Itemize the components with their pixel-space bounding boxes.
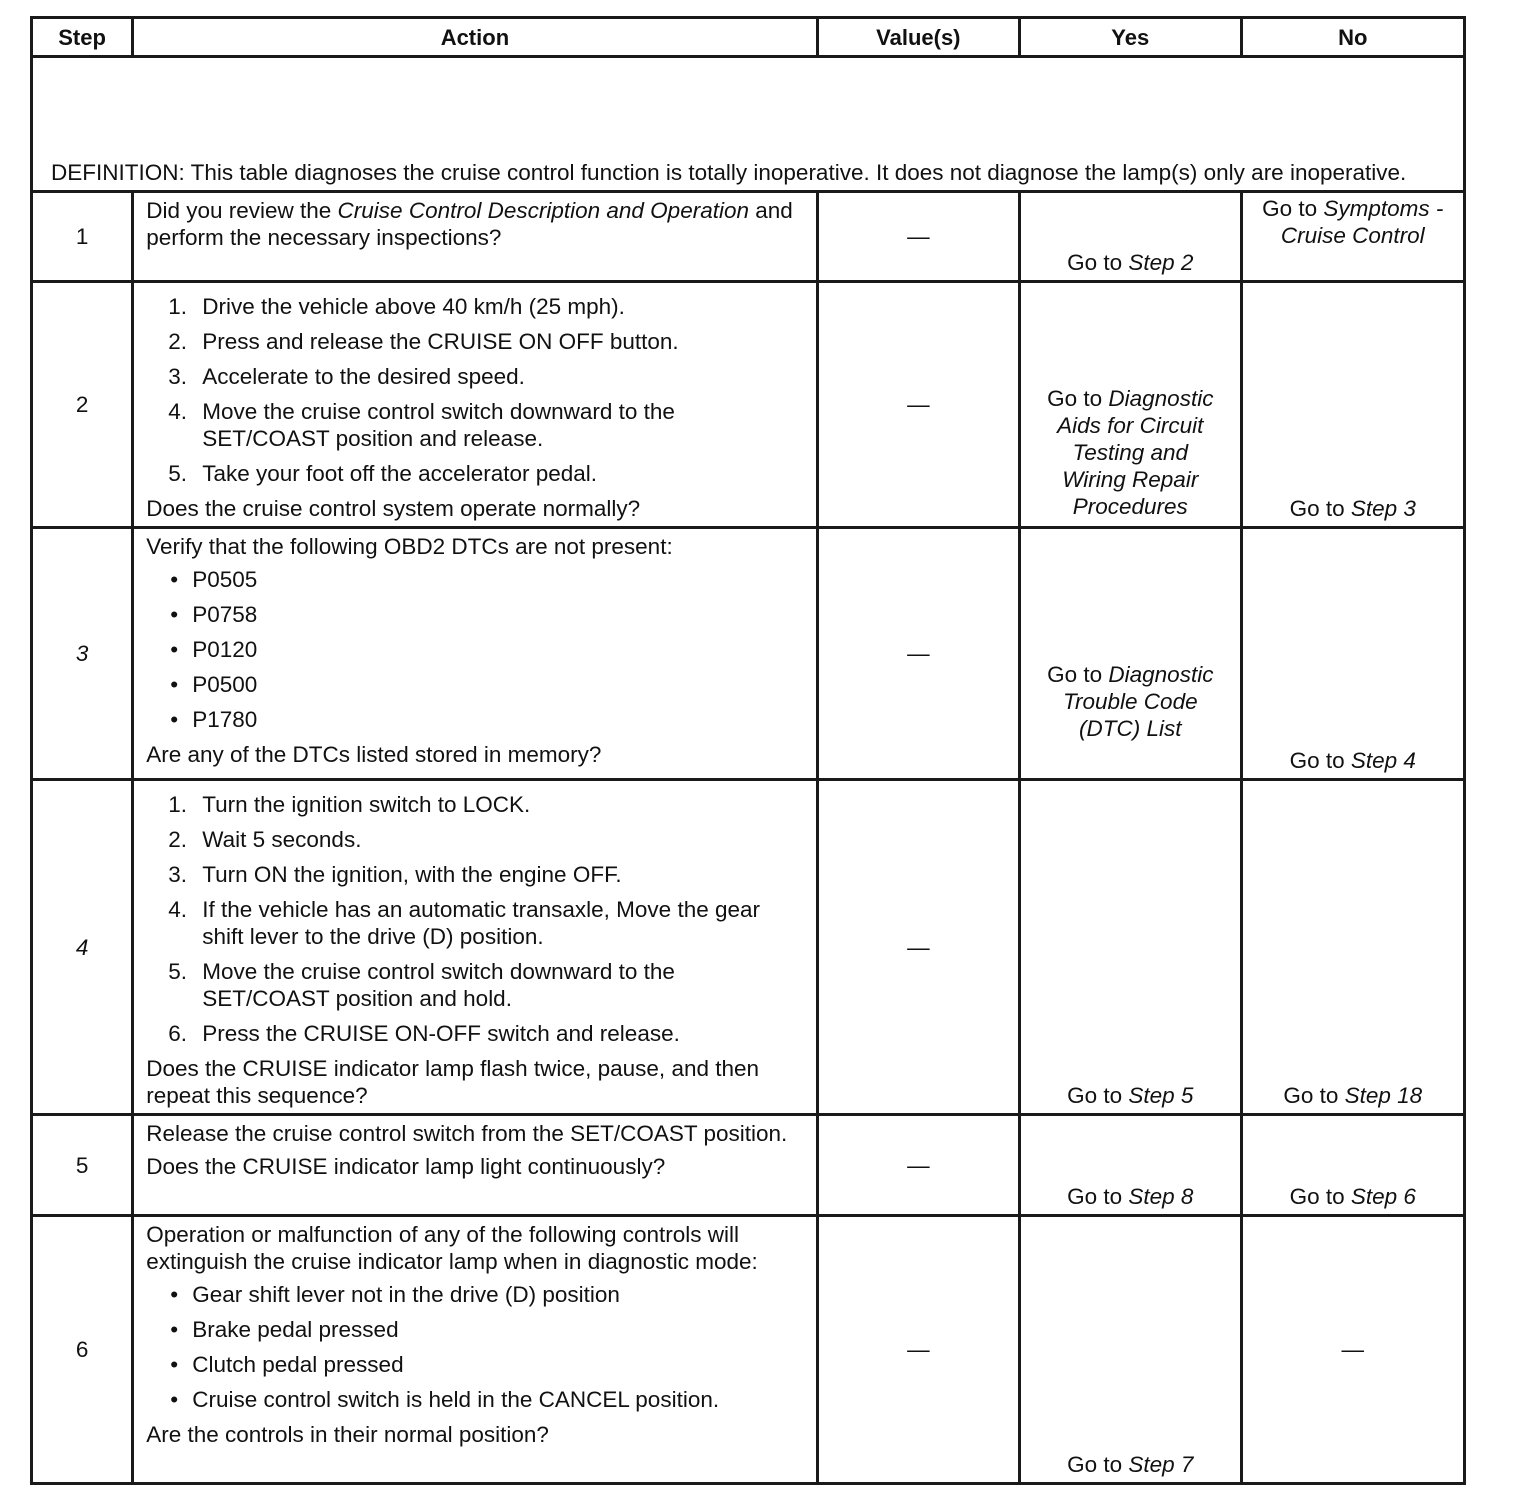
yes-cell <box>1020 282 1241 528</box>
step-number: 1 <box>32 192 133 282</box>
action-text: Did you review the <box>146 198 338 223</box>
list-item: • P1780 <box>170 707 258 732</box>
no-cell <box>1241 780 1465 1115</box>
definition-text: DEFINITION: This table diagnoses the cruise control function is totally inoperative. It does not diagnose the lamp(s) only are inoperative. <box>32 57 1465 192</box>
no-link[interactable]: Step 18 <box>1344 1083 1423 1108</box>
action-cell <box>133 528 817 780</box>
yes-cell <box>1020 1115 1241 1216</box>
intro-text: Operation or malfunction of any of the following controls will extinguish the cruise indicator lamp when in diagnostic mode: <box>146 1222 758 1274</box>
action-ref: Cruise Control Description and Operation <box>337 198 749 223</box>
step-number: 2 <box>32 282 133 528</box>
list-item: 3. Turn ON the ignition, with the engine OFF. <box>168 862 622 887</box>
list-item: • Gear shift lever not in the drive (D) position <box>170 1282 620 1307</box>
no-link[interactable]: Step 4 <box>1350 748 1416 773</box>
dtc-list <box>146 566 805 733</box>
yes-prefix: Go to <box>1047 386 1109 411</box>
value-cell: — <box>817 1216 1019 1484</box>
table-row <box>32 192 1465 282</box>
action-cell <box>133 1216 817 1484</box>
table-row <box>32 780 1465 1115</box>
table-row <box>32 1115 1465 1216</box>
yes-link[interactable]: Diagnostic Trouble Code (DTC) List <box>1062 662 1214 741</box>
action-cell <box>133 192 817 282</box>
list-item: • Brake pedal pressed <box>170 1317 399 1342</box>
no-prefix: Go to <box>1289 748 1351 773</box>
list-item: • P0505 <box>170 567 258 592</box>
value-cell: — <box>817 528 1019 780</box>
step-number: 5 <box>32 1115 133 1216</box>
list-item: • Clutch pedal pressed <box>170 1352 404 1377</box>
list-item: • P0500 <box>170 672 258 697</box>
list-item: 1. Turn the ignition switch to LOCK. <box>168 792 531 817</box>
intro-text: Verify that the following OBD2 DTCs are not present: <box>146 534 673 559</box>
list-item: 3. Accelerate to the desired speed. <box>168 364 525 389</box>
action-cell <box>133 282 817 528</box>
yes-link[interactable]: Step 5 <box>1128 1083 1194 1108</box>
value-cell: — <box>817 282 1019 528</box>
action-cell <box>133 780 817 1115</box>
yes-prefix: Go to <box>1067 1452 1129 1477</box>
no-prefix: Go to <box>1289 496 1351 521</box>
action-list <box>146 791 805 1047</box>
no-prefix: Go to <box>1262 196 1324 221</box>
step-number: 4 <box>32 780 133 1115</box>
no-prefix: Go to <box>1283 1083 1345 1108</box>
yes-prefix: Go to <box>1067 1184 1129 1209</box>
question-text: Does the cruise control system operate normally? <box>146 496 641 521</box>
header-no: No <box>1241 18 1465 57</box>
list-item: 2. Press and release the CRUISE ON OFF button. <box>168 329 679 354</box>
yes-prefix: Go to <box>1067 1083 1129 1108</box>
yes-cell <box>1020 1216 1241 1484</box>
value-cell: — <box>817 780 1019 1115</box>
step-number: 6 <box>32 1216 133 1484</box>
diagnostic-table <box>30 16 1466 1485</box>
no-prefix: Go to <box>1289 1184 1351 1209</box>
list-item: 4. If the vehicle has an automatic transaxle, Move the gear shift lever to the drive (D) position. <box>168 897 761 949</box>
yes-prefix: Go to <box>1067 250 1129 275</box>
value-cell: — <box>817 1115 1019 1216</box>
yes-cell <box>1020 192 1241 282</box>
action-list <box>146 293 805 487</box>
intro-text: Release the cruise control switch from the SET/COAST position. <box>146 1121 788 1146</box>
no-link[interactable]: Step 6 <box>1350 1184 1416 1209</box>
yes-cell <box>1020 780 1241 1115</box>
step-number: 3 <box>32 528 133 780</box>
list-item: 2. Wait 5 seconds. <box>168 827 362 852</box>
list-item: • Cruise control switch is held in the CANCEL position. <box>170 1387 720 1412</box>
list-item: • P0120 <box>170 637 258 662</box>
control-list <box>146 1281 805 1413</box>
header-row <box>32 18 1465 57</box>
header-action: Action <box>133 18 817 57</box>
action-cell <box>133 1115 817 1216</box>
header-values: Value(s) <box>817 18 1019 57</box>
question-text: Are any of the DTCs listed stored in memory? <box>146 742 602 767</box>
list-item: 5. Take your foot off the accelerator pedal. <box>168 461 598 486</box>
no-link[interactable]: Step 3 <box>1350 496 1416 521</box>
yes-link[interactable]: Step 8 <box>1128 1184 1194 1209</box>
header-step: Step <box>32 18 133 57</box>
yes-link[interactable]: Step 2 <box>1128 250 1194 275</box>
no-link[interactable]: Symptoms - Cruise Control <box>1280 196 1444 248</box>
yes-cell <box>1020 528 1241 780</box>
action-text: and perform the necessary inspections? <box>146 198 793 250</box>
no-cell <box>1241 1115 1465 1216</box>
value-cell: — <box>817 192 1019 282</box>
question-text: Are the controls in their normal position? <box>146 1422 549 1447</box>
list-item: • P0758 <box>170 602 258 627</box>
yes-prefix: Go to <box>1047 662 1109 687</box>
yes-link[interactable]: Step 7 <box>1128 1452 1194 1477</box>
list-item: 5. Move the cruise control switch downward to the SET/COAST position and hold. <box>168 959 675 1011</box>
no-cell <box>1241 192 1465 282</box>
question-text: Does the CRUISE indicator lamp light continuously? <box>146 1154 666 1179</box>
table-row <box>32 528 1465 780</box>
definition-row <box>32 57 1465 192</box>
no-cell: — <box>1241 1216 1465 1484</box>
list-item: 1. Drive the vehicle above 40 km/h (25 mph). <box>168 294 625 319</box>
table-row <box>32 1216 1465 1484</box>
no-cell <box>1241 528 1465 780</box>
header-yes: Yes <box>1020 18 1241 57</box>
list-item: 4. Move the cruise control switch downward to the SET/COAST position and release. <box>168 399 675 451</box>
table-row <box>32 282 1465 528</box>
no-cell <box>1241 282 1465 528</box>
yes-link[interactable]: Diagnostic Aids for Circuit Testing and Wiring Repair Procedures <box>1057 386 1214 519</box>
list-item: 6. Press the CRUISE ON-OFF switch and release. <box>168 1021 680 1046</box>
question-text: Does the CRUISE indicator lamp flash twice, pause, and then repeat this sequence? <box>146 1056 760 1108</box>
